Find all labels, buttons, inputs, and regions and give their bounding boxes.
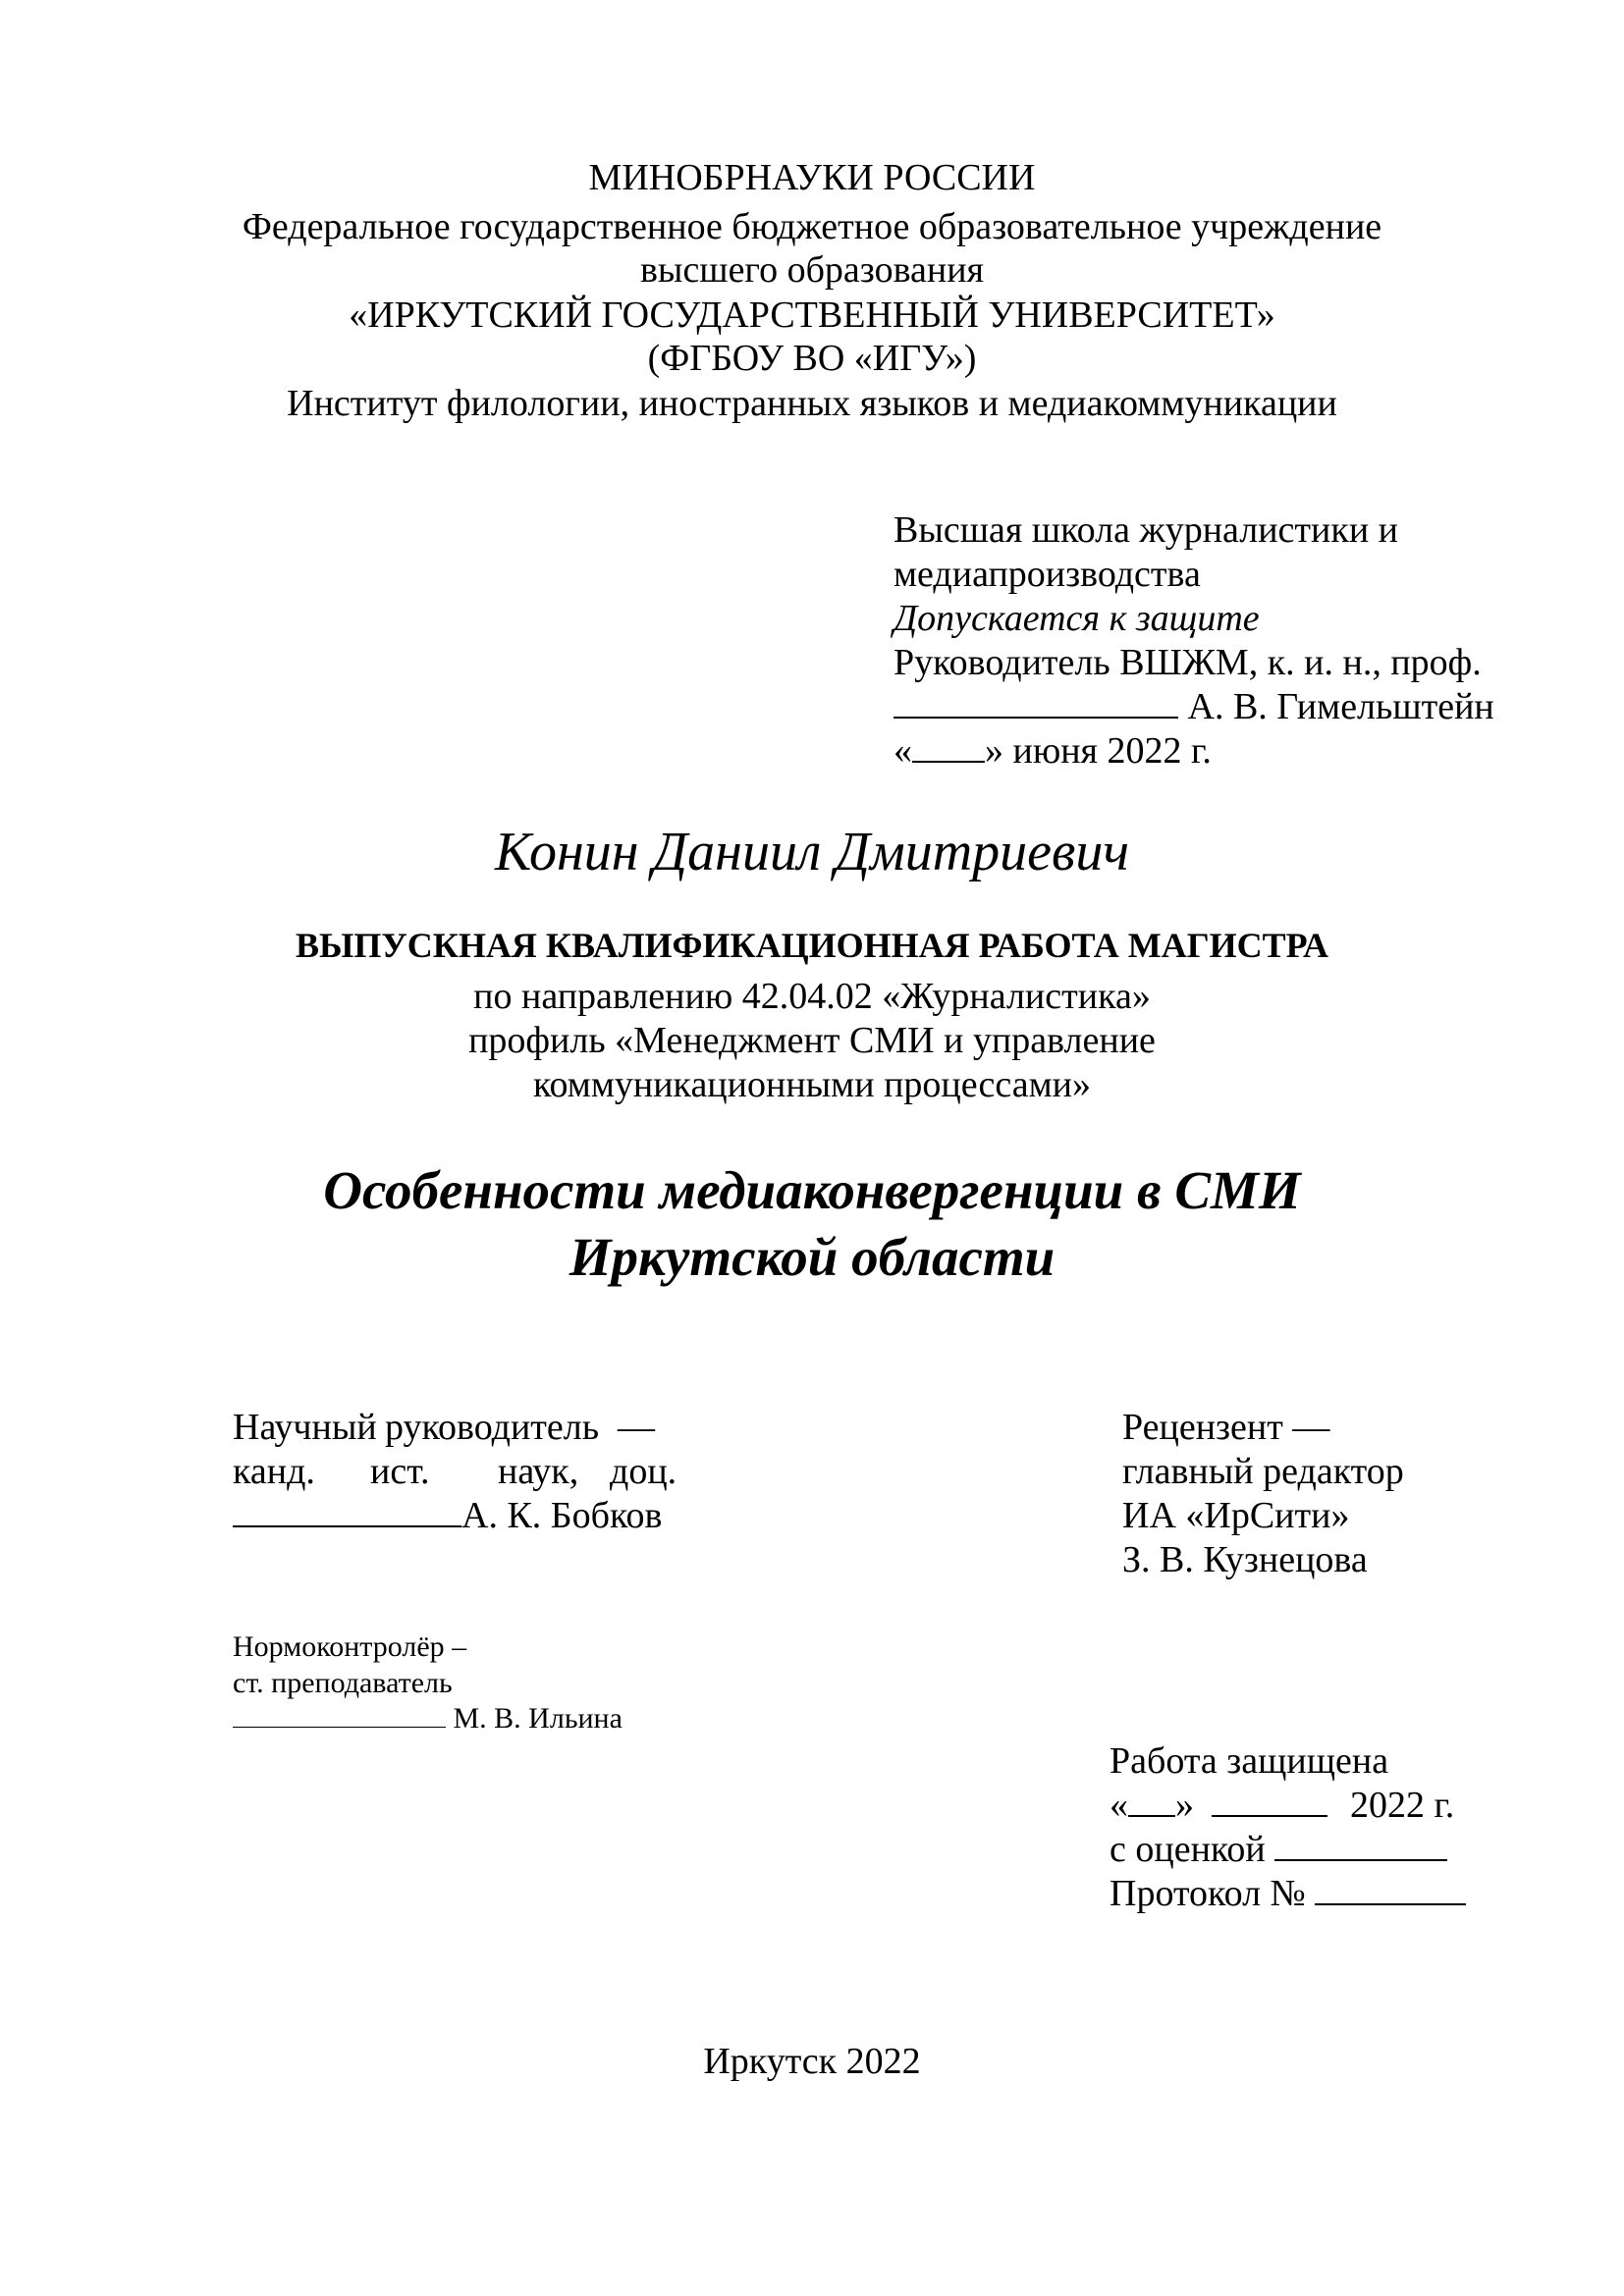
author-name: Конин Даниил Дмитриевич [494, 822, 1130, 882]
ministry-line: МИНОБРНАУКИ РОССИИ [588, 157, 1036, 198]
reviewer-role: Рецензент — [1122, 1407, 1330, 1448]
work-direction: по направлению 42.04.02 «Журналистика» [473, 976, 1151, 1017]
date-quote-open: « [893, 730, 912, 772]
defense-day-blank [1128, 1786, 1175, 1817]
defense-grade [1110, 1828, 1447, 1873]
defense-protocol-label: Протокол № [1110, 1873, 1306, 1914]
defense-grade-label: с оценкой [1110, 1829, 1266, 1870]
institute-name: Институт филологии, иностранных языков и медиакоммуникации [287, 383, 1337, 424]
reviewer-position: главный редактор [1122, 1451, 1404, 1492]
work-type: ВЫПУСКНАЯ КВАЛИФИКАЦИОННАЯ РАБОТА МАГИСТРА [295, 926, 1328, 965]
reviewer-organization: ИА «ИрСити» [1122, 1495, 1350, 1536]
normcontrol-signature [233, 1701, 623, 1736]
supervisor-role-word-1: Научный [233, 1407, 377, 1448]
city-year: Иркутск 2022 [703, 2041, 921, 2082]
school-name-line-1: Высшая школа журналистики и [893, 509, 1399, 551]
defense-year: 2022 г. [1350, 1785, 1455, 1826]
work-profile-line-2: коммуникационными процессами» [532, 1064, 1091, 1105]
approval-date [893, 729, 1212, 774]
supervisor-role-word-2: руководитель [385, 1407, 600, 1448]
day-blank-line [912, 731, 985, 763]
supervisor-role-dash: — [618, 1407, 655, 1448]
signature-line [893, 687, 1178, 719]
normcontrol-position: ст. преподаватель [233, 1667, 453, 1699]
defense-date-quote-open: « [1110, 1785, 1128, 1826]
school-head-name: А. В. Гимельштейн [1187, 686, 1494, 727]
defense-date-quote-close: » [1175, 1785, 1194, 1826]
university-name: «ИРКУТСКИЙ ГОСУДАРСТВЕННЫЙ УНИВЕРСИТЕТ» [349, 294, 1275, 336]
university-abbreviation: (ФГБОУ ВО «ИГУ») [647, 338, 977, 379]
work-profile-line-1: профиль «Менеджмент СМИ и управление [468, 1020, 1156, 1061]
reviewer-name: З. В. Кузнецова [1122, 1539, 1368, 1580]
supervisor-degree-word-4: доц. [610, 1451, 677, 1492]
supervisor-degree-word-3: наук, [498, 1451, 579, 1492]
supervisor-degree [233, 1450, 682, 1495]
supervisor-degree-word-1: канд. [233, 1451, 315, 1492]
supervisor-degree-word-2: ист. [370, 1451, 430, 1492]
supervisor-name: А. К. Бобков [461, 1495, 663, 1536]
admitted-to-defense: Допускается к защите [893, 598, 1260, 639]
signature-line [233, 1703, 446, 1728]
institution-line-1: Федеральное государственное бюджетное образовательное учреждение [242, 206, 1382, 247]
supervisor-signature [233, 1494, 662, 1539]
defense-protocol [1110, 1872, 1466, 1917]
defense-grade-blank [1274, 1830, 1447, 1861]
thesis-title-line-2: Иркутской области [568, 1227, 1056, 1287]
signature-line [233, 1496, 461, 1527]
defense-month-blank [1212, 1786, 1327, 1817]
normcontrol-name: М. В. Ильина [453, 1702, 623, 1735]
defense-status: Работа защищена [1110, 1740, 1389, 1782]
date-month-year: » июня 2022 г. [985, 730, 1212, 772]
school-head-signature [893, 685, 1494, 730]
defense-protocol-blank [1315, 1874, 1466, 1905]
thesis-title-line-1: Особенности медиаконвергенции в СМИ [323, 1160, 1301, 1220]
defense-date [1110, 1784, 1454, 1829]
institution-line-2: высшего образования [639, 249, 985, 291]
school-head-title: Руководитель ВШЖМ, к. и. н., проф. [893, 642, 1482, 683]
normcontrol-role: Нормоконтролёр – [233, 1630, 467, 1663]
school-name-line-2: медиапроизводства [893, 554, 1201, 595]
